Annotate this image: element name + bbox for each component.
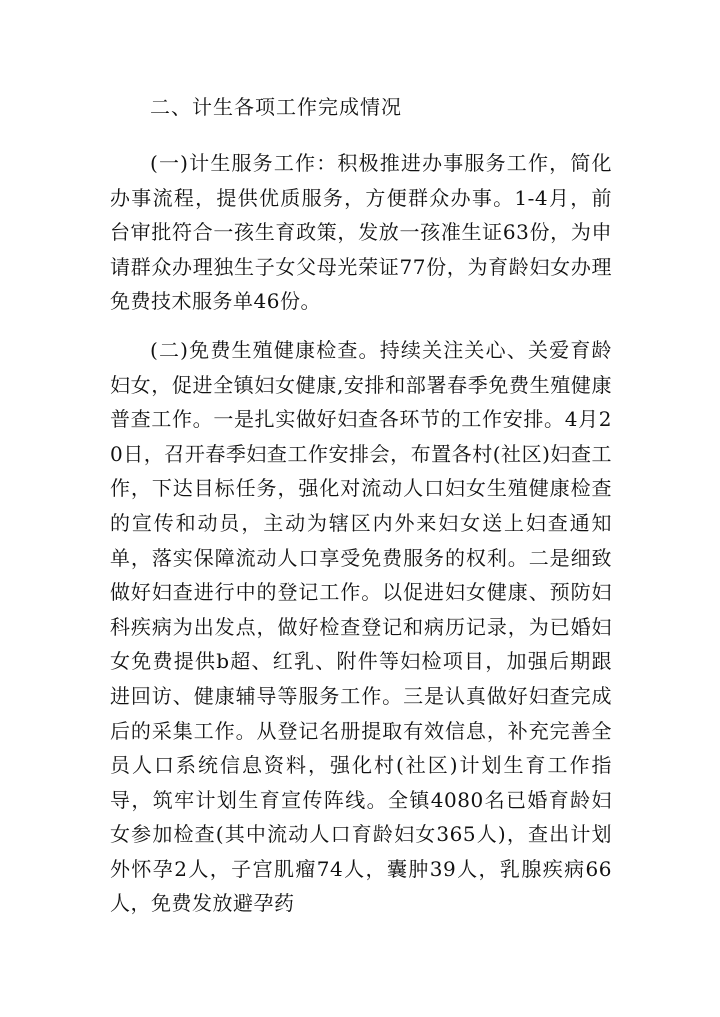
paragraph-free-reproductive-health-check: (二)免费生殖健康检查。持续关注关心、关爱育龄妇女，促进全镇妇女健康,安排和部署春季免费生殖健康普查工作。一是扎实做好妇查各环节的工作安排。4月20日，召开春季妇查工作安排会，布置各村(社区)妇查工作，下达目标任务，强化对流动人口妇女生殖健康检查的宣传和动员，主动为辖区内外来妇女送上妇查通知单，落实保障流动人口享受免费服务的权利。二是细致做好妇查进行中的登记工作。以促进妇女健康、预防妇科疾病为出发点，做好检查登记和病历记录，为已婚妇女免费提供b超、红乳、附件等妇检项目，加强后期跟进回访、健康辅导等服务工作。三是认真做好妇查完成后的采集工作。从登记名册提取有效信息，补充完善全员人口系统信息资料，强化村(社区)计划生育工作指导，筑牢计划生育宣传阵线。全镇4080名已婚育龄妇女参加检查(其中流动人口育龄妇女365人)，查出计划外怀孕2人，子宫肌瘤74人，囊肿39人，乳腺疾病66人，免费发放避孕药 [110, 337, 612, 916]
document-body [110, 90, 612, 935]
section-heading: 二、计生各项工作完成情况 [150, 95, 402, 119]
paragraph-family-planning-services: (一)计生服务工作：积极推进办事服务工作，简化办事流程，提供优质服务，方便群众办事。1-4月，前台审批符合一孩生育政策，发放一孩准生证63份，为申请群众办理独生子女父母光荣证77份，为育龄妇女办理免费技术服务单46份。 [110, 151, 612, 314]
